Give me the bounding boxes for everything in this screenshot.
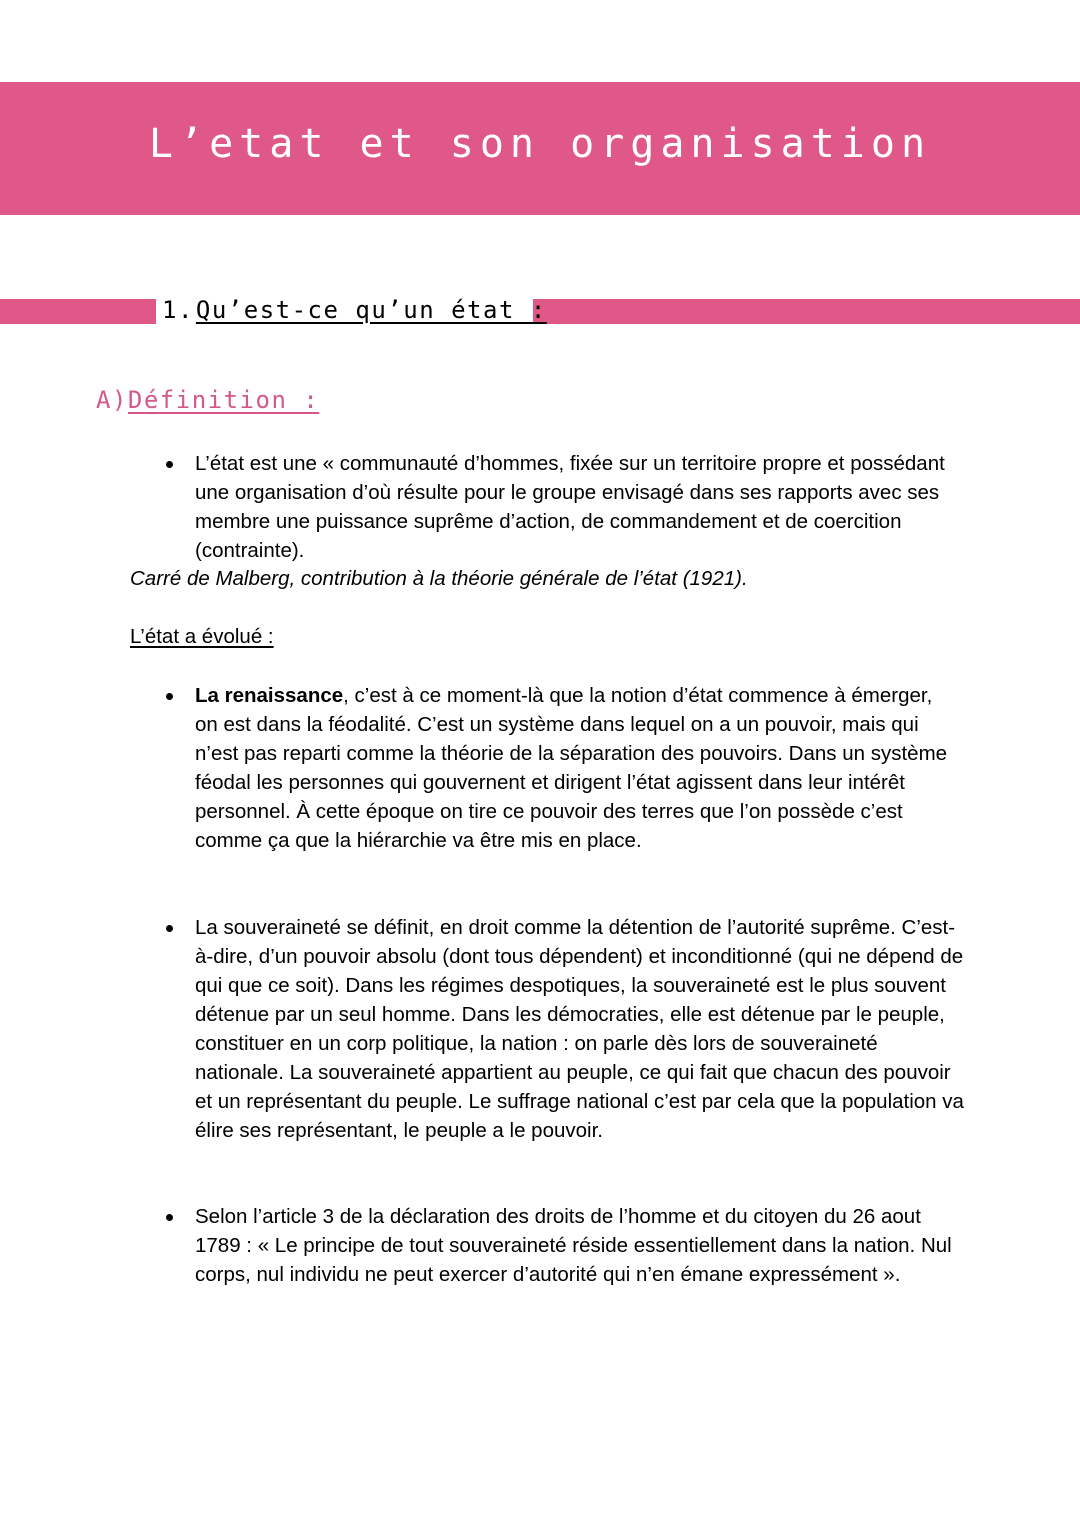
subsection-heading	[96, 386, 319, 414]
section-bar-left-decoration	[0, 299, 156, 324]
list-item-bold-lead: La renaissance	[195, 684, 344, 707]
section-heading-bar	[0, 296, 1080, 325]
bullet-icon	[166, 925, 173, 932]
bullet-icon	[166, 1214, 173, 1221]
title-banner	[0, 82, 1080, 215]
evolution-heading: L’état a évolué :	[130, 625, 274, 648]
list-item	[195, 913, 965, 1145]
list-item-text: Selon l’article 3 de la déclaration des droits de l’homme et du citoyen du 26 aout 1789 : « Le principe de tout souveraineté réside essentiellement dans la nation. Nul corps, nul individu ne peut exercer d’autorité qui n’en émane expressément ».	[195, 1205, 952, 1286]
list-item	[195, 1202, 955, 1289]
section-heading	[162, 296, 547, 324]
list-item-text: , c’est à ce moment-là que la notion d’état commence à émerger, on est dans la féodalité. C’est un système dans lequel on a un pouvoir, mais qui n’est pas reparti comme la théorie de la séparation des pouvoirs. Dans un système féodal les personnes qui gouvernent et dirigent l’état agissent dans leur intérêt personnel. À cette époque on tire ce pouvoir des terres que l’on possède c’est comme ça que la hiérarchie va être mis en place.	[195, 684, 948, 852]
section-title: Qu’est-ce qu’un état :	[195, 296, 547, 324]
list-item-text: La souveraineté se définit, en droit comme la détention de l’autorité suprême. C’est-à-dire, d’un pouvoir absolu (dont tous dépendent) et inconditionné (qui ne dépend de qui que ce soit). Dans les régimes despotiques, la souveraineté est le plus souvent détenue par un seul homme. Dans les démocraties, elle est détenue par le peuple, constituer en un corp politique, la nation : on parle dès lors de souveraineté nationale. La souveraineté appartient au peuple, ce qui fait que chacun des pouvoir et un représentant du peuple. Le suffrage national c’est par cela que la population va élire ses représentant, le peuple a le pouvoir.	[195, 916, 964, 1142]
definition-text: L’état est une « communauté d’hommes, fixée sur un territoire propre et possédant une organisation d’où résulte pour le groupe envisagé dans ses rapports avec ses membre une puissance suprême d’action, de commandement et de coercition (contrainte).	[195, 452, 945, 562]
definition-bullet	[195, 449, 955, 565]
subsection-label: A)	[96, 386, 128, 414]
section-number: 1.	[162, 296, 194, 324]
bullet-icon	[166, 461, 173, 468]
list-item	[195, 681, 955, 855]
subsection-title: Définition :	[127, 386, 320, 414]
definition-citation: Carré de Malberg, contribution à la théorie générale de l’état (1921).	[130, 567, 748, 590]
section-bar-right-decoration	[533, 299, 1080, 324]
bullet-icon	[166, 693, 173, 700]
page-title: L’etat et son organisation	[148, 120, 932, 167]
